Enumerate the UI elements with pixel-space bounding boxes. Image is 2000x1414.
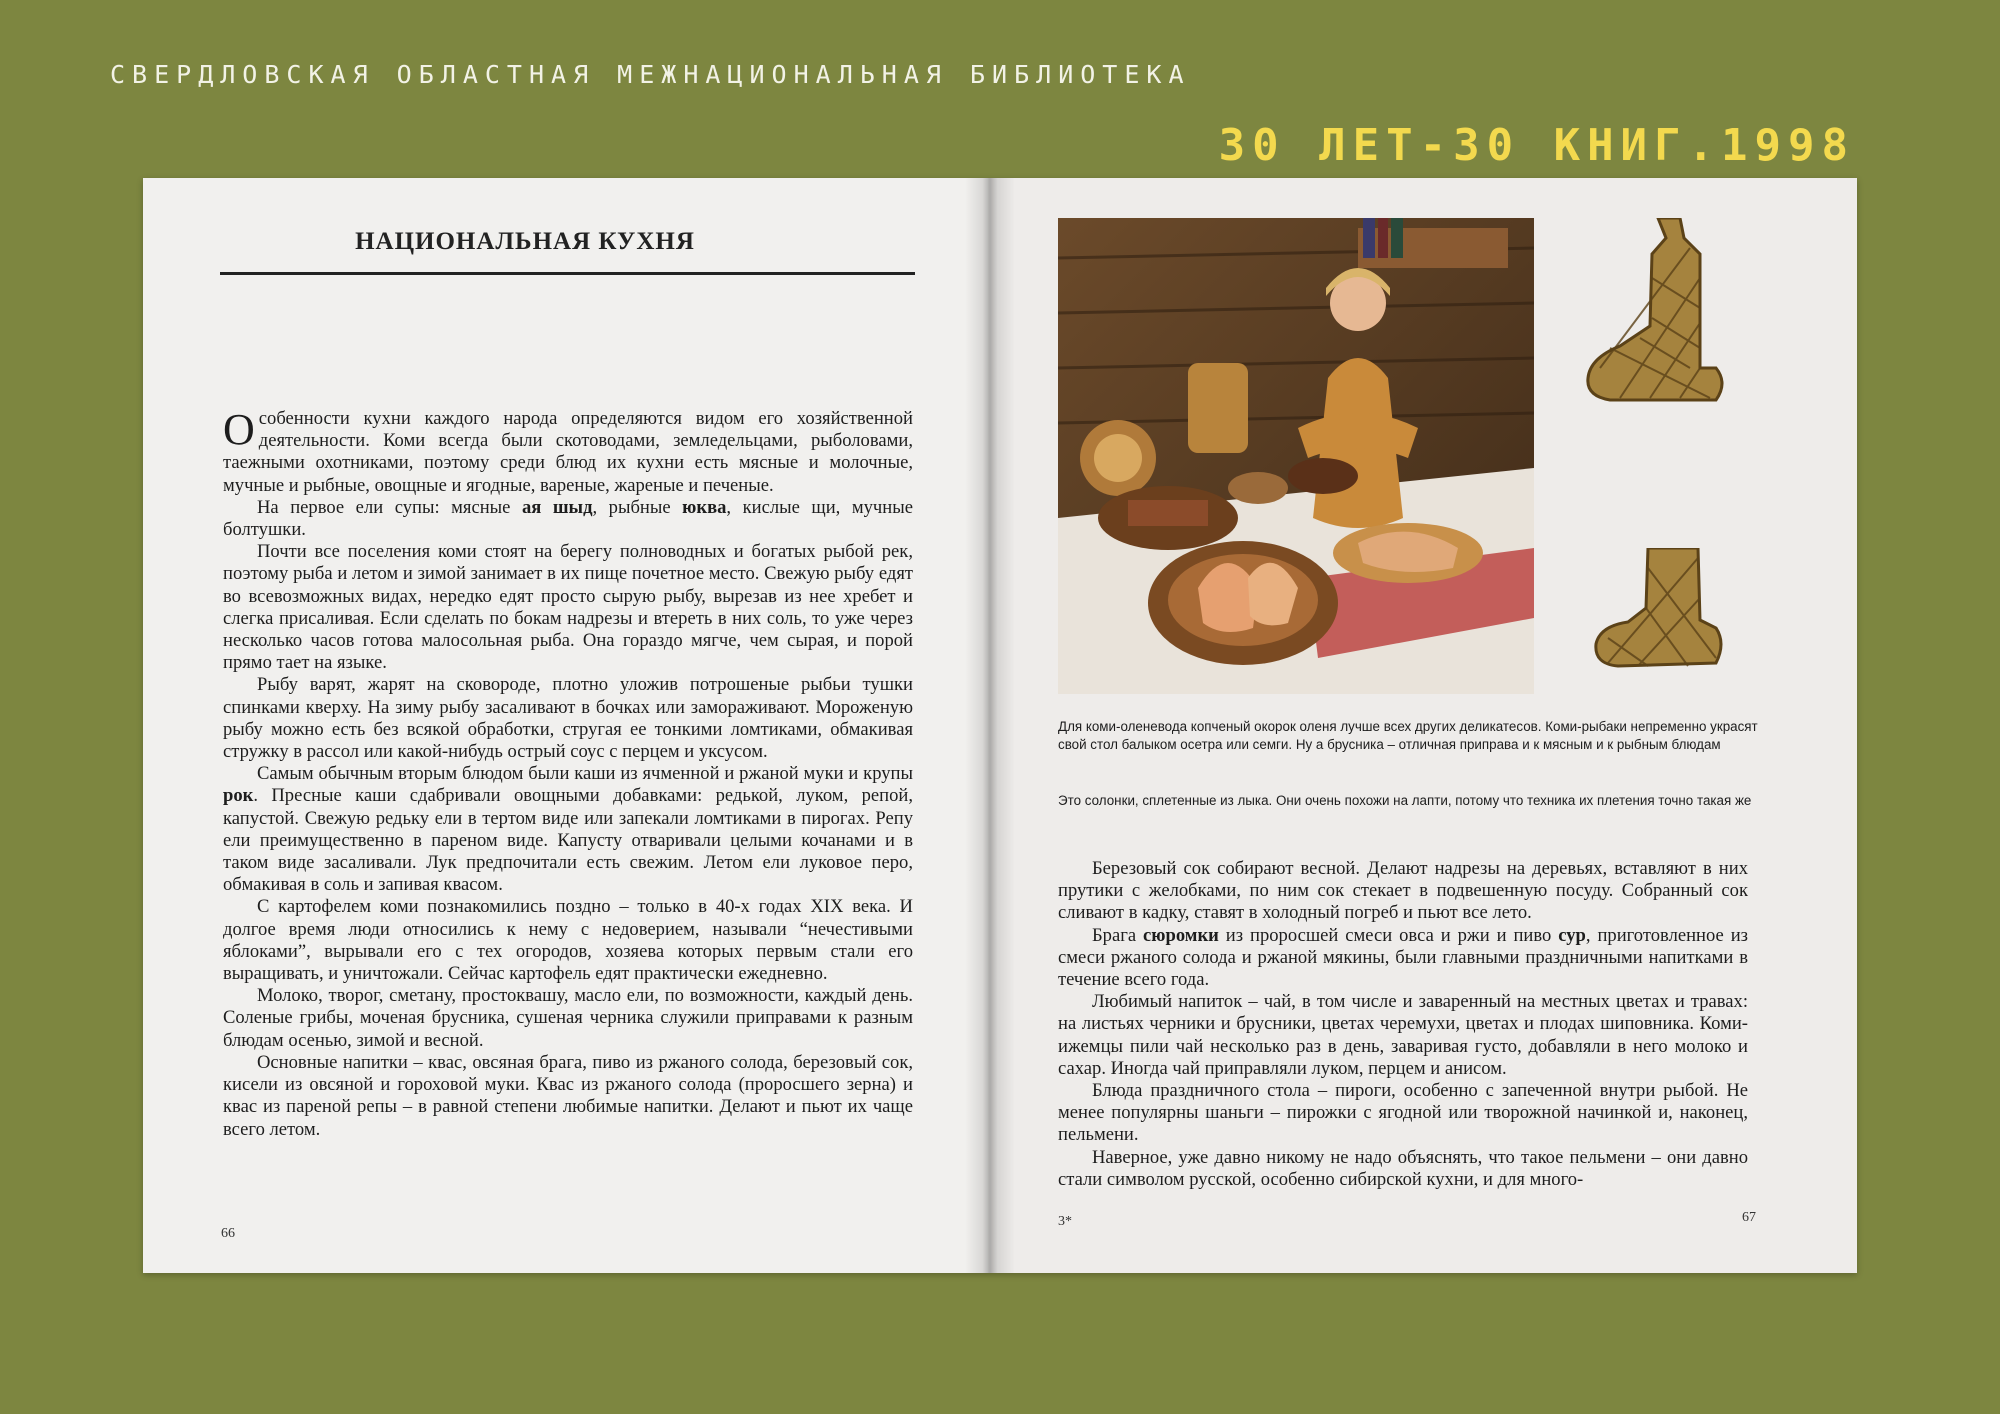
text-run: , приготовленное из смеси ржаного солода и ржаной мякины, были главными праздничными напитками в течение всего года. <box>1058 924 1748 991</box>
text-run: из проросшей смеси овса и ржи и пиво <box>1218 924 1559 946</box>
food-photo <box>1058 218 1534 694</box>
book-gutter <box>965 178 1015 1273</box>
book-spread <box>143 178 1857 1273</box>
right-text-column <box>1058 858 1748 1191</box>
photo-caption: Для коми-оленевода копченый окорок оленя лучше всех других деликатесов. Коми-рыбаки непременно украсят свой стол балыком осетра или семги. Ну а брусника – отличная приправа и к мясным и к рыбным блюдам <box>1058 719 1758 752</box>
term-bold: юква <box>682 496 727 518</box>
paragraph: Почти все поселения коми стоят на берегу полноводных и богатых рыбой рек, поэтому рыба и летом и зимой занимает в их пище почетное место. Свежую рыбу едят во всевозможных видах, нередко едят просто сырую рыбу, вырезав из нее хребет и слегка присаливая. Если сделать по бокам надрезы и втереть в них соль, то уже через несколько часов готова малосольная рыба. Она гораздо мягче, чем сырая, и порой прямо тает на языке. <box>223 541 913 674</box>
text-run: Брага <box>1092 924 1144 946</box>
paragraph: Блюда праздничного стола – пироги, особенно с запеченной внутри рыбой. Не менее популярны шаньги – пирожки с ягодной или творожной начинкой и, наконец, пельмени. <box>1058 1080 1748 1146</box>
library-banner: СВЕРДЛОВСКАЯ ОБЛАСТНАЯ МЕЖНАЦИОНАЛЬНАЯ БИБЛИОТЕКА <box>110 60 1191 89</box>
paragraph: Основные напитки – квас, овсяная брага, пиво из ржаного солода, березовый сок, кисели из овсяной и гороховой муки. Квас из ржаного солода (проросшего зерна) и квас из пареной репы – в равной степени любимые напитки. Делают и пьют их чаще всего летом. <box>223 1051 913 1140</box>
text-run: , кислые щи, мучные болтушки. <box>223 496 913 541</box>
heading-rule <box>220 272 915 275</box>
paragraph: Любимый напиток – чай, в том числе и заваренный на местных цветах и травах: на листьях черники и брусники, цветах черемухи, цветах и плодах шиповника. Коми-ижемцы пили чай несколько раз в день, заваривая густо, добавляли в него молоко и сахар. Иногда чай приправляли луком, перцем и анисом. <box>1058 991 1748 1079</box>
paragraph <box>223 405 913 497</box>
signature-mark: 3* <box>1058 1214 1072 1229</box>
left-text-column <box>223 405 913 1141</box>
paragraph: С картофелем коми познакомились поздно – только в 40-х годах XIX века. И долгое время люди относились к нему с недоверием, называли “нечестивыми яблоками”, вырывали его с тех огородов, хозяева которых первым стали его выращивать, и уничтожали. Сейчас картофель едят практически ежедневно. <box>223 896 913 985</box>
paragraph: Рыбу варят, жарят на сковороде, плотно уложив потрошеные рыбьи тушки спинками кверху. На зиму рыбу засаливают в бочках или замораживают. Мороженую рыбу можно есть без всякой обработки, стругая ее тонкими ломтиками, обмакивая стружку в рассол или какой-нибудь острый соус с перцем и уксусом. <box>223 674 913 763</box>
drop-cap: О <box>223 405 255 454</box>
left-page <box>143 178 988 1273</box>
page-heading: НАЦИОНАЛЬНАЯ КУХНЯ <box>355 228 695 255</box>
term-bold: сур <box>1558 924 1586 946</box>
text-run: , рыбные <box>592 496 683 518</box>
paragraph-text: собенности кухни каждого народа определяются видом его хозяйственной деятельности. Коми всегда были скотоводами, земледельцами, рыболовами, таежными охотниками, поэтому среди блюд их кухни есть мясные и молочные, мучные и рыбные, овощные и ягодные, вареные, жареные и печеные. <box>223 408 913 496</box>
paragraph: Наверное, уже давно никому не надо объяснять, что такое пельмени – они давно стали символом русской, особенно сибирской кухни, и для много- <box>1058 1146 1748 1190</box>
food-photo-illustration <box>1058 218 1534 694</box>
salt-cellar-caption: Это солонки, сплетенные из лыка. Они очень похожи на лапти, потому что техника их плетения точно такая же <box>1058 793 1752 808</box>
term-bold: рок <box>223 785 254 807</box>
text-run: . Пресные каши сдабривали овощными добавками: редькой, луком, репой, капустой. Свежую редьку ели в тертом виде или запекали ломтиками в пирогах. Репу ели преимущественно в пареном виде. Капусту отваривали целыми кочанами и в таком виде засаливали. Лук предпочитали есть свежим. Летом ели луковое перо, обмакивая в соль и запивая квасом. <box>223 785 913 896</box>
term-bold: ая шыд <box>521 496 593 518</box>
paragraph: Молоко, творог, сметану, простоквашу, масло ели, по возможности, каждый день. Соленые грибы, моченая брусника, сушеная черника служили приправами к разным блюдам осенью, зимой и весной. <box>223 985 913 1051</box>
series-title: 30 ЛЕТ-30 КНИГ.1998 <box>1218 120 1855 171</box>
text-run: На первое ели супы: мясные <box>257 496 522 518</box>
page-number-left: 66 <box>221 1226 235 1241</box>
term-bold: сюромки <box>1143 924 1219 946</box>
bast-salt-cellar-boot <box>1580 218 1730 408</box>
page-number-right: 67 <box>1742 1210 1756 1225</box>
right-page <box>988 178 1857 1273</box>
paragraph: Березовый сок собирают весной. Делают надрезы на деревьях, вставляют в них прутики с желобками, по ним сок стекает в подвешенную посуду. Собранный сок сливают в кадку, ставят в холодный погреб и пьют все лето. <box>1058 858 1748 924</box>
paragraph <box>223 763 913 896</box>
bast-salt-cellar-small <box>1588 548 1728 678</box>
paragraph <box>223 497 913 541</box>
text-run: Самым обычным вторым блюдом были каши из ячменной и ржаной муки и крупы <box>257 763 913 785</box>
paragraph <box>1058 925 1748 992</box>
